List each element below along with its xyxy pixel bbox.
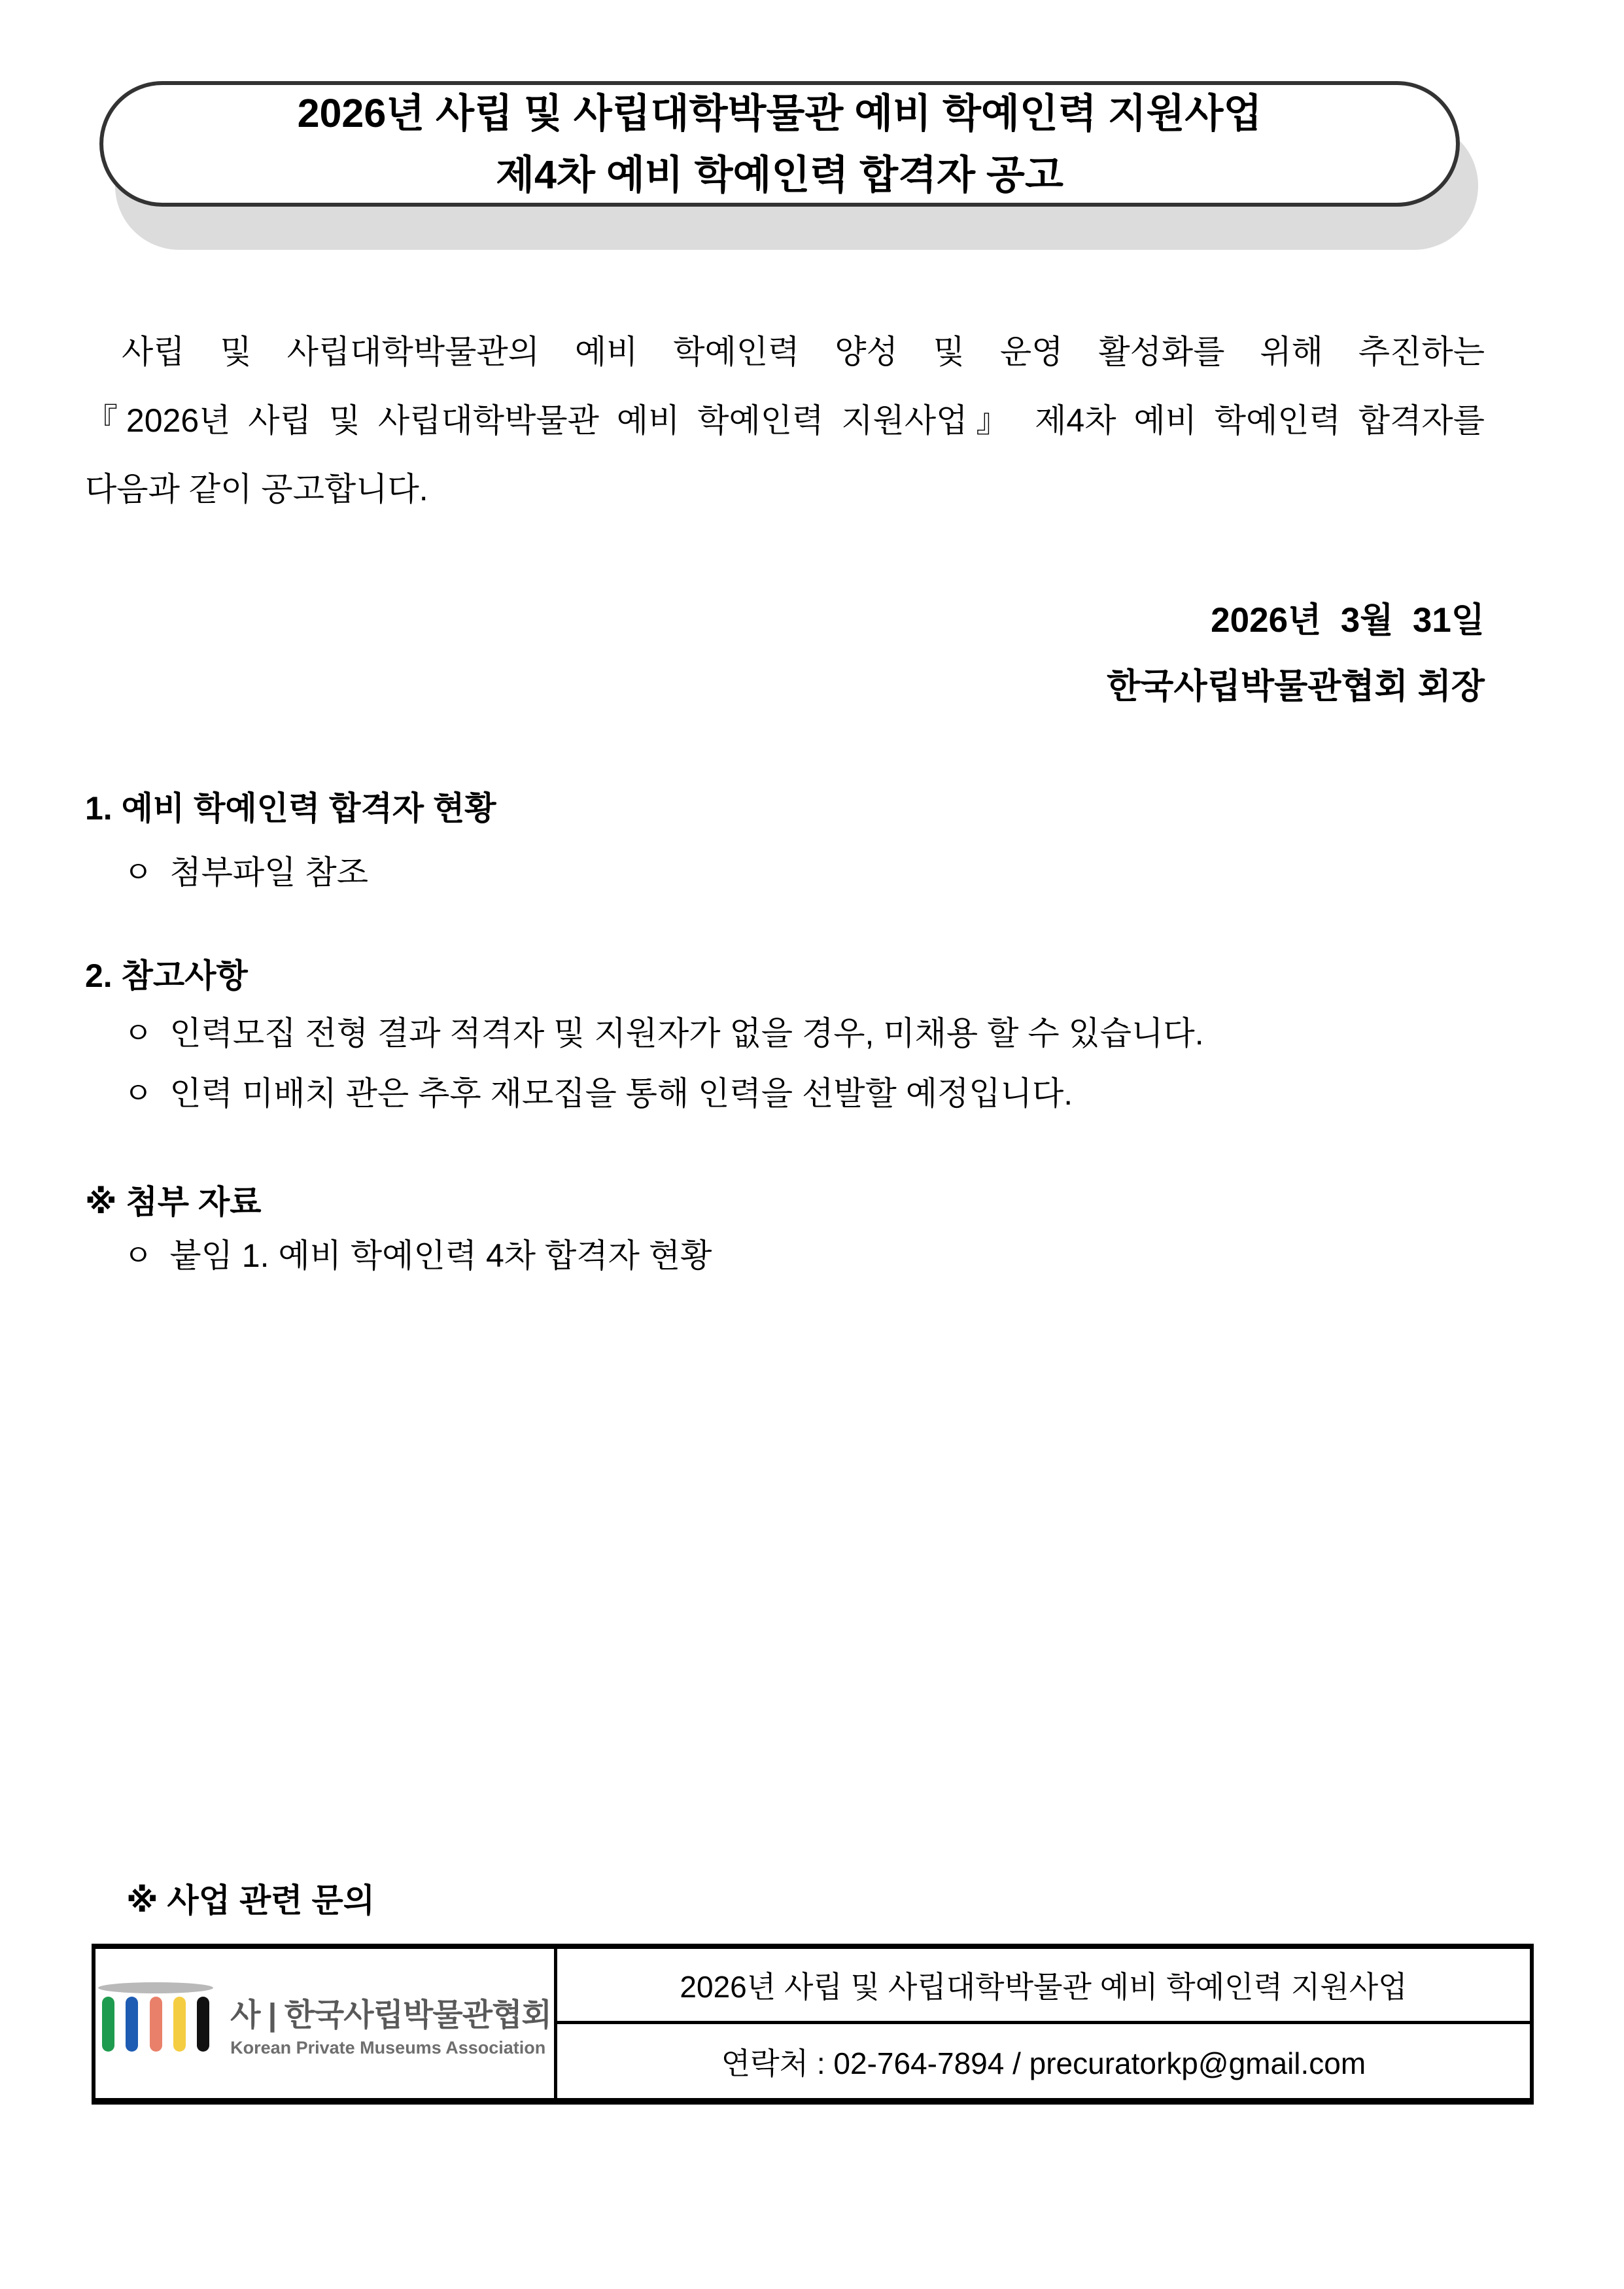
logo-bars [102, 1997, 209, 2052]
association-logo [98, 1982, 551, 2065]
attachment-item-1-text: 붙임 1. 예비 학예인력 4차 합격자 현황 [169, 1237, 712, 1274]
section-2-heading: 2. 참고사항 [85, 957, 248, 994]
section-2-item-2-text: 인력 미배치 관은 추후 재모집을 통해 인력을 선발할 예정입니다. [169, 1075, 1073, 1112]
intro-paragraph [85, 318, 1485, 524]
intro-line-3: 다음과 같이 공고합니다. [85, 471, 428, 508]
circle-bullet: ㅇ [123, 1238, 153, 1273]
inquiry-heading: ※ 사업 관련 문의 [126, 1882, 375, 1919]
logo-text [230, 1989, 551, 2058]
section-1-item-1 [122, 846, 368, 893]
signoff-date: 2026년 3월 31일 [1211, 601, 1485, 640]
logo-roof [98, 1982, 213, 1993]
attachment-heading: ※ 첨부 자료 [85, 1184, 262, 1220]
circle-bullet: ㅇ [123, 1076, 153, 1110]
signoff-org: 한국사립박물관협회 회장 [1107, 667, 1485, 706]
logo-korean-name: 사 | 한국사립박물관협회 [230, 1997, 551, 2033]
museum-pillars-icon [98, 1982, 213, 2065]
title-line-2: 제4차 예비 학예인력 합격자 공고 [496, 152, 1063, 197]
attachment-item-1 [122, 1230, 712, 1277]
circle-bullet: ㅇ [123, 1016, 153, 1050]
signoff-block [1107, 587, 1485, 719]
footer-logo-cell [95, 1949, 557, 2098]
circle-bullet: ㅇ [123, 855, 153, 889]
section-2-item-1 [122, 1007, 1204, 1054]
footer-contact-row: 연락처 : 02-764-7894 / precuratorkp@gmail.com [721, 2046, 1366, 2080]
section-1-item-1-text: 첨부파일 참조 [169, 854, 369, 891]
title-box [99, 81, 1460, 207]
title-line-1: 2026년 사립 및 사립대학박물관 예비 학예인력 지원사업 [297, 91, 1262, 135]
intro-line-1: 사립 및 사립대학박물관의 예비 학예인력 양성 및 운영 활성화를 위해 추진하는 [122, 334, 1485, 370]
section-2-item-1-text: 인력모집 전형 결과 적격자 및 지원자가 없을 경우, 미채용 할 수 있습니다. [169, 1015, 1204, 1052]
logo-english-name: Korean Private Museums Association [230, 2037, 546, 2057]
section-2-item-2 [122, 1067, 1073, 1114]
footer-info-cell [557, 1949, 1530, 2098]
footer-table [92, 1944, 1534, 2105]
intro-line-2: 『2026년 사립 및 사립대학박물관 예비 학예인력 지원사업』 제4차 예비 학예인력 합격자를 [85, 402, 1485, 439]
section-1-heading: 1. 예비 학예인력 합격자 현황 [85, 790, 496, 827]
footer-program-row: 2026년 사립 및 사립대학박물관 예비 학예인력 지원사업 [557, 1949, 1530, 2024]
